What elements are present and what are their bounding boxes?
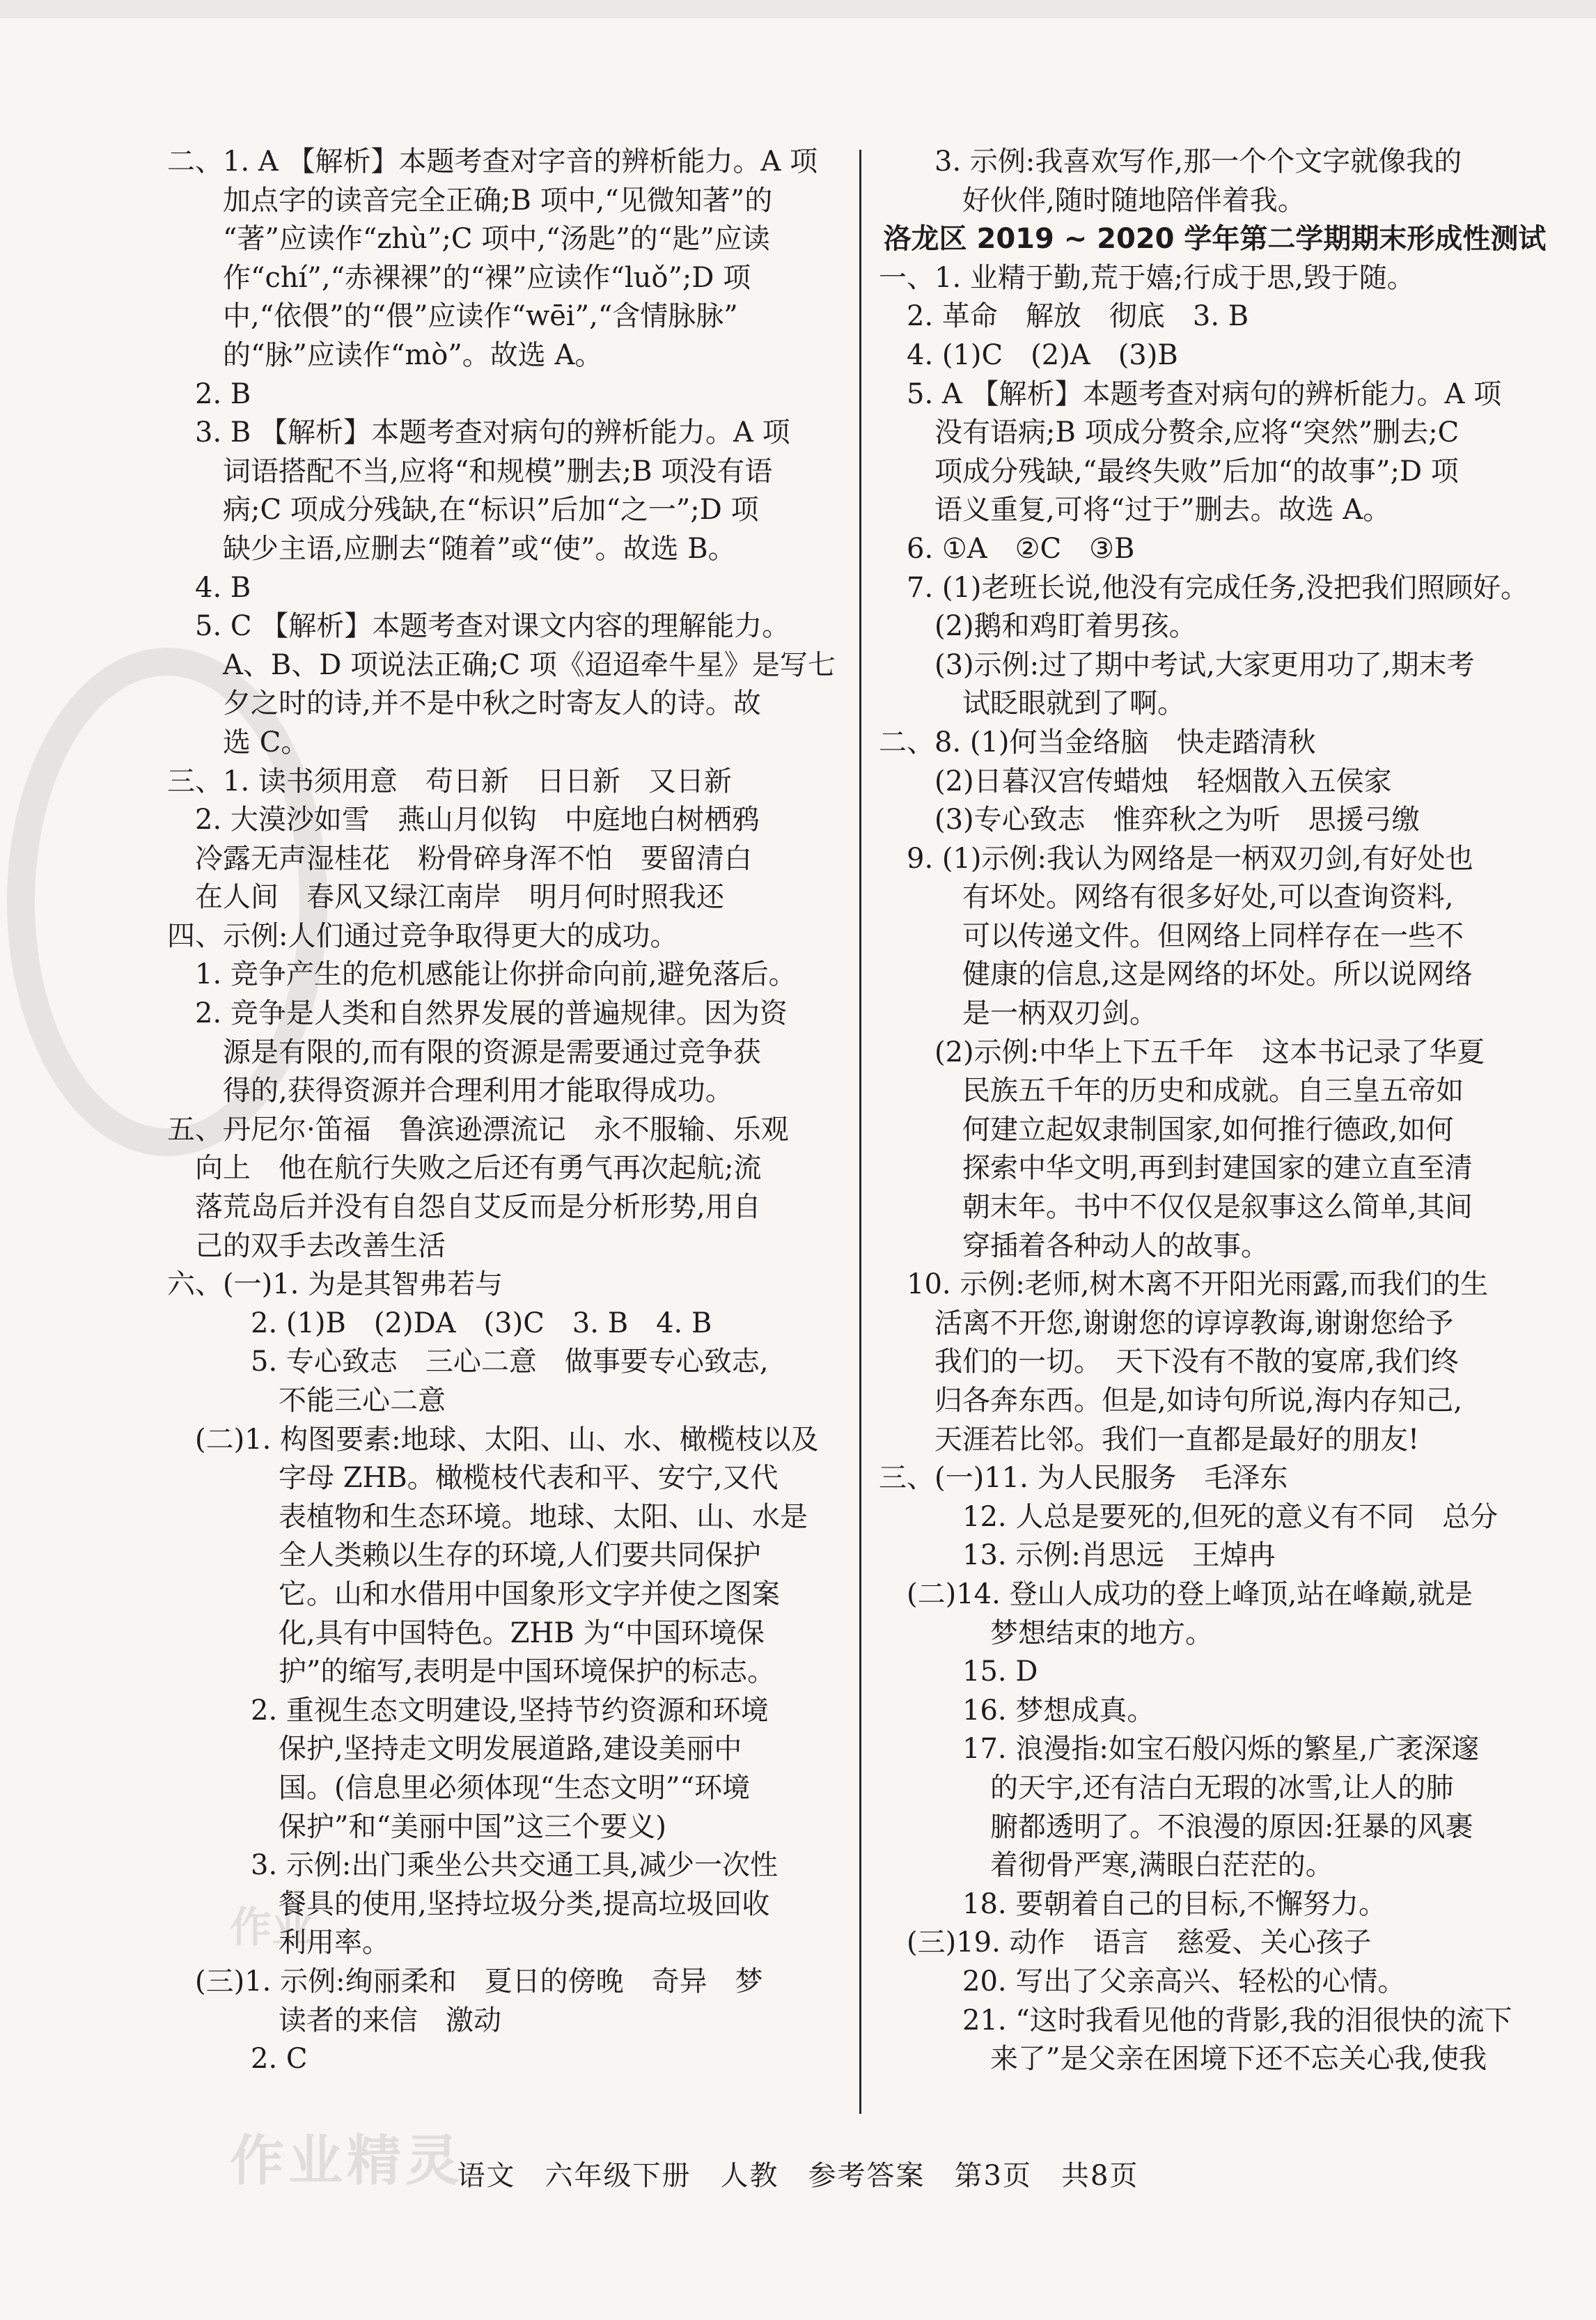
answer-line: (3)专心致志 惟弈秋之为听 思援弓缴 [934,804,1420,836]
answer-line: 7. (1)老班长说,他没有完成任务,没把我们照顾好。 [907,571,1528,604]
answer-line: 15. D [962,1656,1038,1688]
answer-line: 夕之时的诗,并不是中秋之时寄友人的诗。故 [223,687,761,720]
answer-line: 何建立起奴隶制国家,如何推行德政,如何 [962,1113,1454,1146]
answer-line: 活离不开您,谢谢您的谆谆教诲,谢谢您给予 [934,1307,1454,1339]
answer-line: 保护,坚持走文明发展道路,建设美丽中 [279,1733,742,1766]
answer-line: 16. 梦想成真。 [962,1694,1155,1727]
answer-line: 3. B 【解析】本题考查对病句的辨析能力。A 项 [195,416,790,449]
answer-line: 五、丹尼尔·笛福 鲁滨逊漂流记 永不服输、乐观 [167,1113,789,1146]
answer-line: 10. 示例:老师,树木离不开阳光雨露,而我们的生 [907,1268,1489,1301]
answer-line: 腑都透明了。不浪漫的原因:狂暴的风裹 [990,1810,1473,1843]
answer-line: 9. (1)示例:我认为网络是一柄双刃剑,有好处也 [907,842,1473,875]
answer-line: 5. A 【解析】本题考查对病句的辨析能力。A 项 [907,377,1502,410]
answer-line: 冷露无声湿桂花 粉骨碎身浑不怕 要留清白 [195,842,752,875]
answer-line: 4. (1)C (2)A (3)B [907,338,1178,371]
answer-line: (二)1. 构图要素:地球、太阳、山、水、橄榄枝以及 [195,1423,819,1456]
answer-line: 在人间 春风又绿江南岸 明月何时照我还 [195,881,724,914]
answer-line: 5. 专心致志 三心二意 做事要专心致志, [251,1346,769,1378]
section-title: 洛龙区 2019 ~ 2020 学年第二学期期末形成性测试 [883,223,1547,256]
answer-line: 利用率。 [279,1926,390,1959]
answer-line: 6. ①A ②C ③B [907,532,1135,565]
answer-line: 己的双手去改善生活 [195,1229,446,1262]
answer-line: (2)鹅和鸡盯着男孩。 [934,610,1197,643]
answer-line: 选 C。 [223,726,309,758]
answer-line: 中,“依偎”的“偎”应读作“wēi”,“含情脉脉” [223,300,738,333]
answer-line: 天涯若比邻。我们一直都是最好的朋友! [934,1423,1420,1456]
answer-line: 加点字的读音完全正确;B 项中,“见微知著”的 [223,184,773,217]
answer-line: 全人类赖以生存的环境,人们要共同保护 [279,1539,761,1572]
answer-line: 语义重复,可将“过于”删去。故选 A。 [934,494,1391,527]
answer-line: 的“脉”应读作“mò”。故选 A。 [223,338,603,371]
answer-line: 三、(一)11. 为人民服务 毛泽东 [879,1462,1288,1495]
answer-line: 没有语病;B 项成分赘余,应将“突然”删去;C [934,416,1460,449]
answer-line: 一、1. 业精于勤,荒于嬉;行成于思,毁于随。 [879,261,1415,294]
answer-line: 有坏处。网络有很多好处,可以查询资料, [962,881,1454,914]
answer-line: 2. 竞争是人类和自然界发展的普遍规律。因为资 [195,997,788,1030]
scan-edge [0,0,1596,18]
answer-line: 13. 示例:肖思远 王焯冉 [962,1539,1276,1572]
answer-line: 3. 示例:出门乘坐公共交通工具,减少一次性 [251,1849,779,1882]
answer-line: (三)1. 示例:绚丽柔和 夏日的傍晚 奇异 梦 [195,1965,763,1998]
column-divider [859,150,861,2114]
answer-line: 字母 ZHB。橄榄枝代表和平、安宁,又代 [279,1462,779,1495]
answer-line: A、B、D 项说法正确;C 项《迢迢牵牛星》是写七 [223,648,836,681]
answer-line: 2. B [195,377,251,410]
answer-line: 化,具有中国特色。ZHB 为“中国环境保 [279,1617,765,1649]
answer-line: 民族五千年的历史和成就。自三皇五帝如 [962,1075,1464,1107]
answer-line: 可以传递文件。但网络上同样存在一些不 [962,919,1464,952]
watermark-text-mid: 作业 [230,1904,313,1952]
answer-line: 二、1. A 【解析】本题考查对字音的辨析能力。A 项 [167,146,818,178]
answer-line: 源是有限的,而有限的资源是需要通过竞争获 [223,1036,761,1068]
left-column [167,143,856,2079]
answer-line: 18. 要朝着自己的目标,不懈努力。 [962,1887,1387,1920]
answer-line: 20. 写出了父亲高兴、轻松的心情。 [962,1965,1406,1998]
answer-line: 梦想结束的地方。 [990,1617,1213,1649]
answer-line: 四、示例:人们通过竞争取得更大的成功。 [167,919,678,952]
answer-line: (2)示例:中华上下五千年 这本书记录了华夏 [934,1036,1485,1068]
answer-line: 来了”是父亲在困境下还不忘关心我,使我 [990,2043,1487,2076]
answer-line: (2)日暮汉宫传蜡烛 轻烟散入五侯家 [934,765,1392,797]
answer-line: 2. 重视生态文明建设,坚持节约资源和环境 [251,1694,769,1727]
watermark-text-bottom: 作业精灵 [230,2130,464,2193]
answer-line: 4. B [195,571,251,604]
answer-line: 2. 革命 解放 彻底 3. B [907,300,1249,333]
answer-line: 餐具的使用,坚持垃圾分类,提高垃圾回收 [279,1887,770,1920]
answer-line: 2. C [251,2043,308,2076]
page-footer: 语文 六年级下册 人教 参考答案 第3页 共8页 [457,2160,1139,2192]
answer-line: 项成分残缺,“最终失败”后加“的故事”;D 项 [934,455,1459,488]
answer-line: 的天宇,还有洁白无瑕的冰雪,让人的肺 [990,1771,1454,1804]
answer-line: 护”的缩写,表明是中国环境保护的标志。 [279,1656,776,1688]
answer-line: 国。(信息里必须体现“生态文明”“环境 [279,1771,750,1804]
answer-line: 得的,获得资源并合理利用才能取得成功。 [223,1075,733,1107]
answer-line: 试眨眼就到了啊。 [962,687,1185,720]
answer-line: 我们的一切。 天下没有不散的宴席,我们终 [934,1346,1459,1378]
answer-line: (三)19. 动作 语言 慈爱、关心孩子 [907,1926,1372,1959]
answer-line: 六、(一)1. 为是其智弗若与 [167,1268,503,1301]
answer-line: 3. 示例:我喜欢写作,那一个个文字就像我的 [934,146,1462,178]
answer-line: 2. 大漠沙如雪 燕山月似钩 中庭地白树栖鸦 [195,804,760,836]
answer-line: 健康的信息,这是网络的坏处。所以说网络 [962,958,1473,991]
answer-line: 好伙伴,随时随地陪伴着我。 [962,184,1306,217]
answer-line: 表植物和生态环境。地球、太阳、山、水是 [279,1500,808,1533]
answer-line: 病;C 项成分残缺,在“标识”后加“之一”;D 项 [223,494,759,527]
answer-line: 不能三心二意 [279,1385,446,1417]
answer-line: 探索中华文明,再到封建国家的建立直至清 [962,1152,1473,1185]
answer-line: 12. 人总是要死的,但死的意义有不同 总分 [962,1500,1499,1533]
answer-line: 作“chí”,“赤裸裸”的“裸”应读作“luǒ”;D 项 [223,261,751,294]
answer-line: 穿插着各种动人的故事。 [962,1229,1269,1262]
right-column [879,143,1551,2079]
answer-line: 它。山和水借用中国象形文字并使之图案 [279,1578,780,1610]
answer-line: 缺少主语,应删去“随着”或“使”。故选 B。 [223,532,736,565]
answer-line: 归各奔东西。但是,如诗句所说,海内存知己, [934,1385,1463,1417]
answer-line: 落荒岛后并没有自怨自艾反而是分析形势,用自 [195,1191,761,1224]
answer-line: 二、8. (1)何当金络脑 快走踏清秋 [879,726,1316,758]
answer-line: (二)14. 登山人成功的登上峰顶,站在峰巅,就是 [907,1578,1473,1610]
answer-line: 向上 他在航行失败之后还有勇气再次起航;流 [195,1152,762,1185]
answer-line: 着彻骨严寒,满眼白茫茫的。 [990,1849,1333,1882]
answer-line: 17. 浪漫指:如宝石般闪烁的繁星,广袤深邃 [962,1733,1480,1766]
answer-line: (3)示例:过了期中考试,大家更用功了,期末考 [934,648,1475,681]
answer-line: 词语搭配不当,应将“和规模”删去;B 项没有语 [223,455,773,488]
answer-line: 21. “这时我看见他的背影,我的泪很快的流下 [962,2004,1512,2037]
answer-line: “著”应读作“zhù”;C 项中,“汤匙”的“匙”应读 [223,223,770,256]
answer-line: 朝末年。书中不仅仅是叙事这么简单,其间 [962,1191,1473,1224]
answer-line: 2. (1)B (2)DA (3)C 3. B 4. B [251,1307,712,1339]
answer-line: 5. C 【解析】本题考查对课文内容的理解能力。 [195,610,790,643]
answer-line: 三、1. 读书须用意 苟日新 日日新 又日新 [167,765,732,797]
answer-line: 是一柄双刃剑。 [962,997,1157,1030]
answer-line: 读者的来信 激动 [279,2004,501,2037]
answer-line: 保护”和“美丽中国”这三个要义) [279,1810,666,1843]
answer-line: 1. 竞争产生的危机感能让你拼命向前,避免落后。 [195,958,797,991]
